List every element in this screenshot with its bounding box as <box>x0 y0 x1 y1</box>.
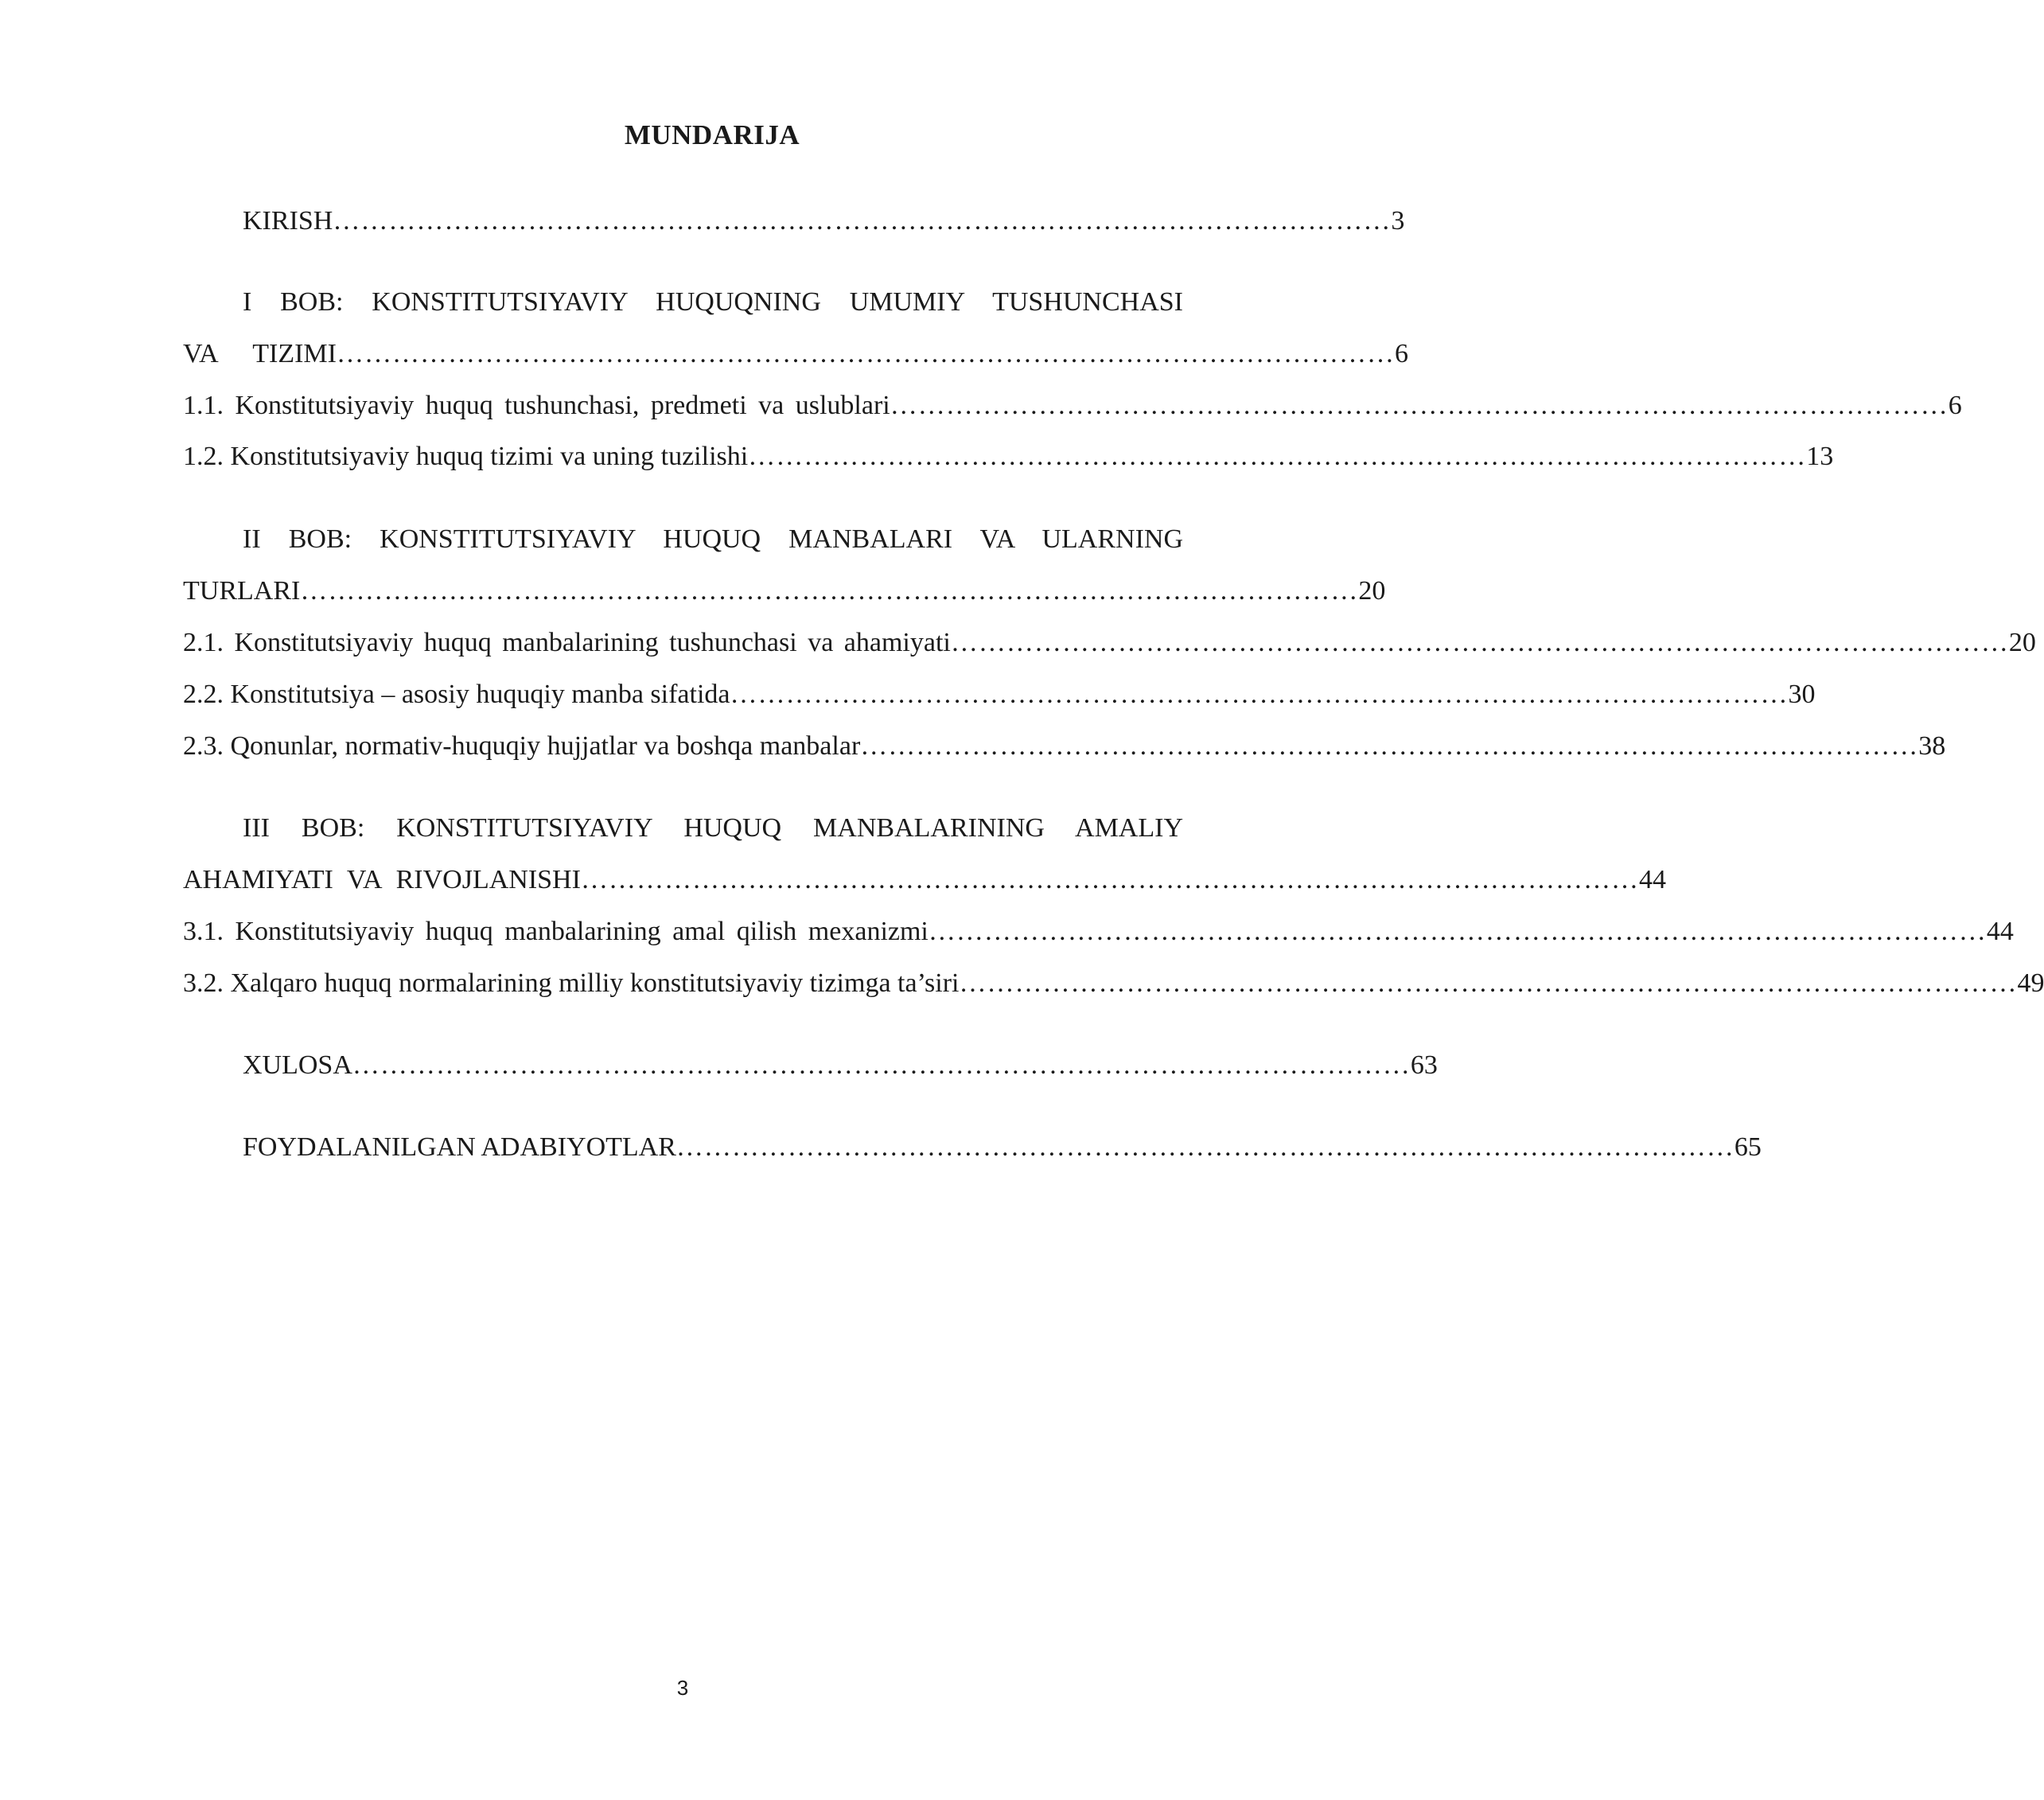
toc-entry-text: KIRISH <box>243 206 333 236</box>
toc-entry-1-1 <box>183 390 1962 422</box>
toc-leader-dots: …………………………………………………………………………………………………… <box>333 206 1392 236</box>
toc-chapter-3-title: III BOB: KONSTITUTSIYAVIY HUQUQ MANBALARINING AMALIY <box>243 813 1183 843</box>
toc-leader-dots: …………………………………………………………………………………………………… <box>730 680 1789 709</box>
toc-leader-dots: …………………………………………………………………………………………………… <box>959 968 2018 998</box>
toc-entry-text: 2.3. Qonunlar, normativ-huquqiy hujjatlar va boshqa manbalar <box>183 731 861 761</box>
toc-leader-dots: …………………………………………………………………………………………………… <box>352 1050 1411 1080</box>
toc-entry-text: TURLARI <box>183 576 301 606</box>
toc-entry-chapter-2 <box>183 575 1386 607</box>
toc-entry-text: 1.2. Konstitutsiyaviy huquq tizimi va uning tuzilishi <box>183 442 749 471</box>
toc-leader-dots: …………………………………………………………………………………………………… <box>748 442 1807 471</box>
toc-entry-xulosa <box>243 1050 1438 1081</box>
toc-entry-text: 3.1. Konstitutsiyaviy huquq manbalarining amal qilish mexanizmi <box>183 917 929 946</box>
toc-page-number: 6 <box>1948 391 1962 420</box>
toc-entry-2-3 <box>183 731 1946 762</box>
toc-entry-chapter-1 <box>183 338 1408 370</box>
toc-leader-dots: …………………………………………………………………………………………………… <box>890 391 1949 420</box>
toc-leader-dots: …………………………………………………………………………………………………… <box>580 865 1639 894</box>
toc-entry-text: 2.1. Konstitutsiyaviy huquq manbalarining tushunchasi va ahamiyati <box>183 628 951 657</box>
toc-entry-3-1 <box>183 916 2014 948</box>
toc-page-number: 44 <box>1638 865 1666 894</box>
toc-entry-1-2 <box>183 441 1834 473</box>
toc-page-number: 63 <box>1410 1050 1438 1080</box>
toc-page-number: 65 <box>1734 1132 1762 1162</box>
toc-page-number: 6 <box>1394 339 1408 368</box>
toc-entry-kirish <box>243 205 1405 237</box>
toc-chapter-2-title: II BOB: KONSTITUTSIYAVIY HUQUQ MANBALARI VA ULARNING <box>243 524 1183 554</box>
toc-leader-dots: …………………………………………………………………………………………………… <box>860 731 1919 761</box>
toc-entry-2-1 <box>183 627 2036 659</box>
toc-page-number: 49 <box>2017 968 2044 998</box>
toc-entry-text: XULOSA <box>243 1050 352 1080</box>
toc-entry-2-2 <box>183 679 1816 711</box>
toc-entry-text: 1.1. Konstitutsiyaviy huquq tushunchasi, predmeti va uslublari <box>183 391 890 420</box>
toc-entry-text: 2.2. Konstitutsiya – asosiy huquqiy manba sifatida <box>183 680 730 709</box>
toc-page-number: 30 <box>1788 680 1816 709</box>
toc-entry-text: VA TIZIMI <box>183 339 337 368</box>
toc-entry-text: FOYDALANILGAN ADABIYOTLAR <box>243 1132 676 1162</box>
toc-page-number: 13 <box>1806 442 1834 471</box>
toc-page-number: 3 <box>1391 206 1405 236</box>
toc-leader-dots: …………………………………………………………………………………………………… <box>928 917 1987 946</box>
toc-page-number: 20 <box>1358 576 1386 606</box>
page-number: 3 <box>676 1676 689 1700</box>
toc-leader-dots: …………………………………………………………………………………………………… <box>675 1132 1734 1162</box>
toc-entry-text: 3.2. Xalqaro huquq normalarining milliy konstitutsiyaviy tizimga ta’siri <box>183 968 960 998</box>
toc-entry-adabiyotlar <box>243 1132 1762 1163</box>
toc-leader-dots: …………………………………………………………………………………………………… <box>336 339 1395 368</box>
toc-page-number: 44 <box>1986 917 2014 946</box>
toc-page-number: 20 <box>2008 628 2036 657</box>
toc-entry-3-2 <box>183 968 2044 999</box>
toc-chapter-1-title: I BOB: KONSTITUTSIYAVIY HUQUQNING UMUMIY TUSHUNCHASI <box>243 287 1183 317</box>
toc-leader-dots: …………………………………………………………………………………………………… <box>300 576 1359 606</box>
page-title: MUNDARIJA <box>624 119 800 150</box>
toc-page-number: 38 <box>1918 731 1946 761</box>
toc-entry-chapter-3 <box>183 864 1666 896</box>
toc-leader-dots: …………………………………………………………………………………………………… <box>950 628 2009 657</box>
toc-entry-text: AHAMIYATI VA RIVOJLANISHI <box>183 865 581 894</box>
